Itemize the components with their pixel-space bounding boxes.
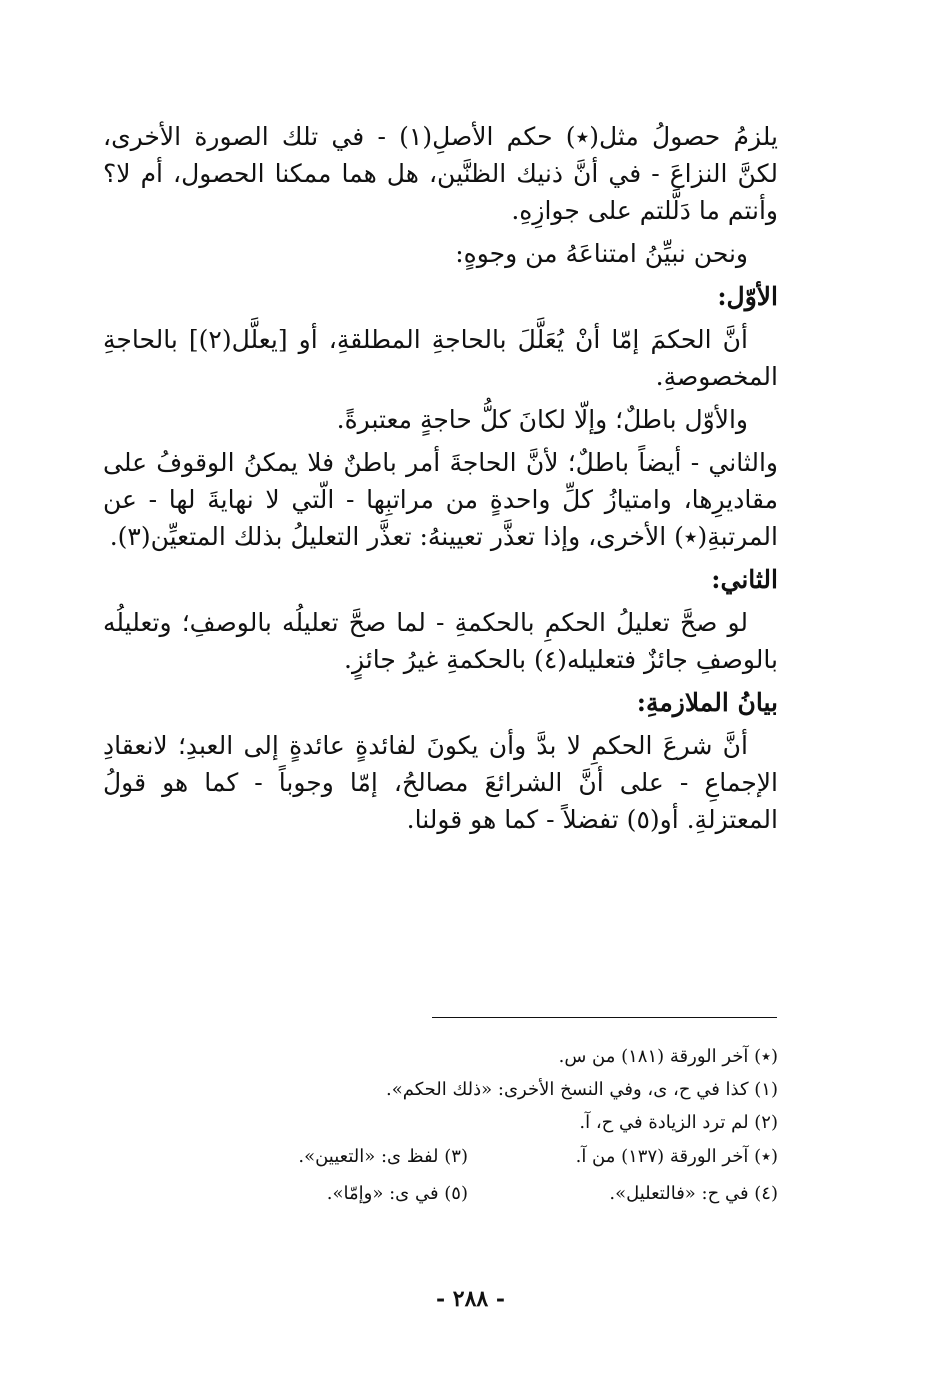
paragraph-6: لو صحَّ تعليلُ الحكمِ بالحكمةِ - لما صحَّ تعليلُه بالوصفِ؛ وتعليلُه بالوصفِ جائزٌ فتعليله(٤) بالحكمةِ غيرُ جائزٍ. bbox=[103, 608, 778, 674]
footnote-row-a bbox=[103, 1144, 778, 1169]
footnote-row-b bbox=[103, 1181, 778, 1206]
footnotes bbox=[103, 1044, 778, 1218]
main-text bbox=[103, 118, 778, 844]
paragraph-3: أنَّ الحكمَ إمّا أنْ يُعَلَّلَ بالحاجةِ المطلقةِ، أو [يعلَّل(٢)] بالحاجةِ المخصوصةِ. bbox=[103, 325, 778, 391]
paragraph-7: أنَّ شرعَ الحكمِ لا بدَّ وأن يكونَ لفائدةٍ عائدةٍ إلى العبدِ؛ لانعقادِ الإجماعِ - على أنَّ الشرائعَ مصالحُ، إمّا وجوباً - كما هو قولُ المعتزلةِ. أو(٥) تفضلاً - كما هو قولنا. bbox=[103, 731, 778, 834]
heading-first: الأوّل: bbox=[717, 282, 778, 311]
footnote-5: (٥) في ى: «وإمّا». bbox=[326, 1182, 468, 1204]
footnote-1: (١) كذا في ح، ى، وفي النسخ الأخرى: «ذلك الحكم». bbox=[386, 1079, 778, 1101]
paragraph-4: والأوّل باطلٌ؛ وإلّا لكانَ كلُّ حاجةٍ معتبرةً. bbox=[336, 405, 748, 434]
page-number: - ٢٨٨ - bbox=[435, 1286, 506, 1312]
paragraph-1: يلزمُ حصولُ مثل(٭) حكم الأصلِ(١) - في تلك الصورة الأخرى، لكنَّ النزاعَ - في أنَّ ذنيك الظنَّين، هل هما ممكنا الحصول، أم لا؟ وأنتم ما دَلَّلتم على جوازِهِ. bbox=[103, 122, 778, 225]
footnote-star-1: (٭) آخر الورقة (١٨١) من س. bbox=[558, 1046, 778, 1067]
footnote-3: (٣) لفظ ى: «التعيين». bbox=[298, 1145, 468, 1167]
paragraph-2: ونحن نبيِّنُ امتناعَهُ من وجوهٍ: bbox=[455, 239, 748, 268]
paragraph-5: والثاني - أيضاً باطلٌ؛ لأنَّ الحاجةَ أمر باطنٌ فلا يمكنُ الوقوفُ على مقاديرِها، وامتيازُ كلِّ واحدةٍ من مراتبِها - الّتي لا نهايةَ لها - عن المرتبةِ(٭) الأخرى، وإذا تعذَّر تعيينهُ: تعذَّر التعليلُ بذلك المتعيِّن(٣). bbox=[103, 448, 778, 551]
footnote-2: (٢) لم ترد الزيادة في ح، آ. bbox=[579, 1112, 778, 1134]
footnote-divider bbox=[432, 1017, 777, 1018]
heading-statement: بيانُ الملازمةِ: bbox=[636, 688, 778, 717]
footnote-4: (٤) في ح: «فالتعليل». bbox=[609, 1182, 778, 1204]
footnote-star-2: (٭) آخر الورقة (١٣٧) من آ. bbox=[575, 1145, 778, 1167]
heading-second: الثاني: bbox=[711, 565, 778, 594]
